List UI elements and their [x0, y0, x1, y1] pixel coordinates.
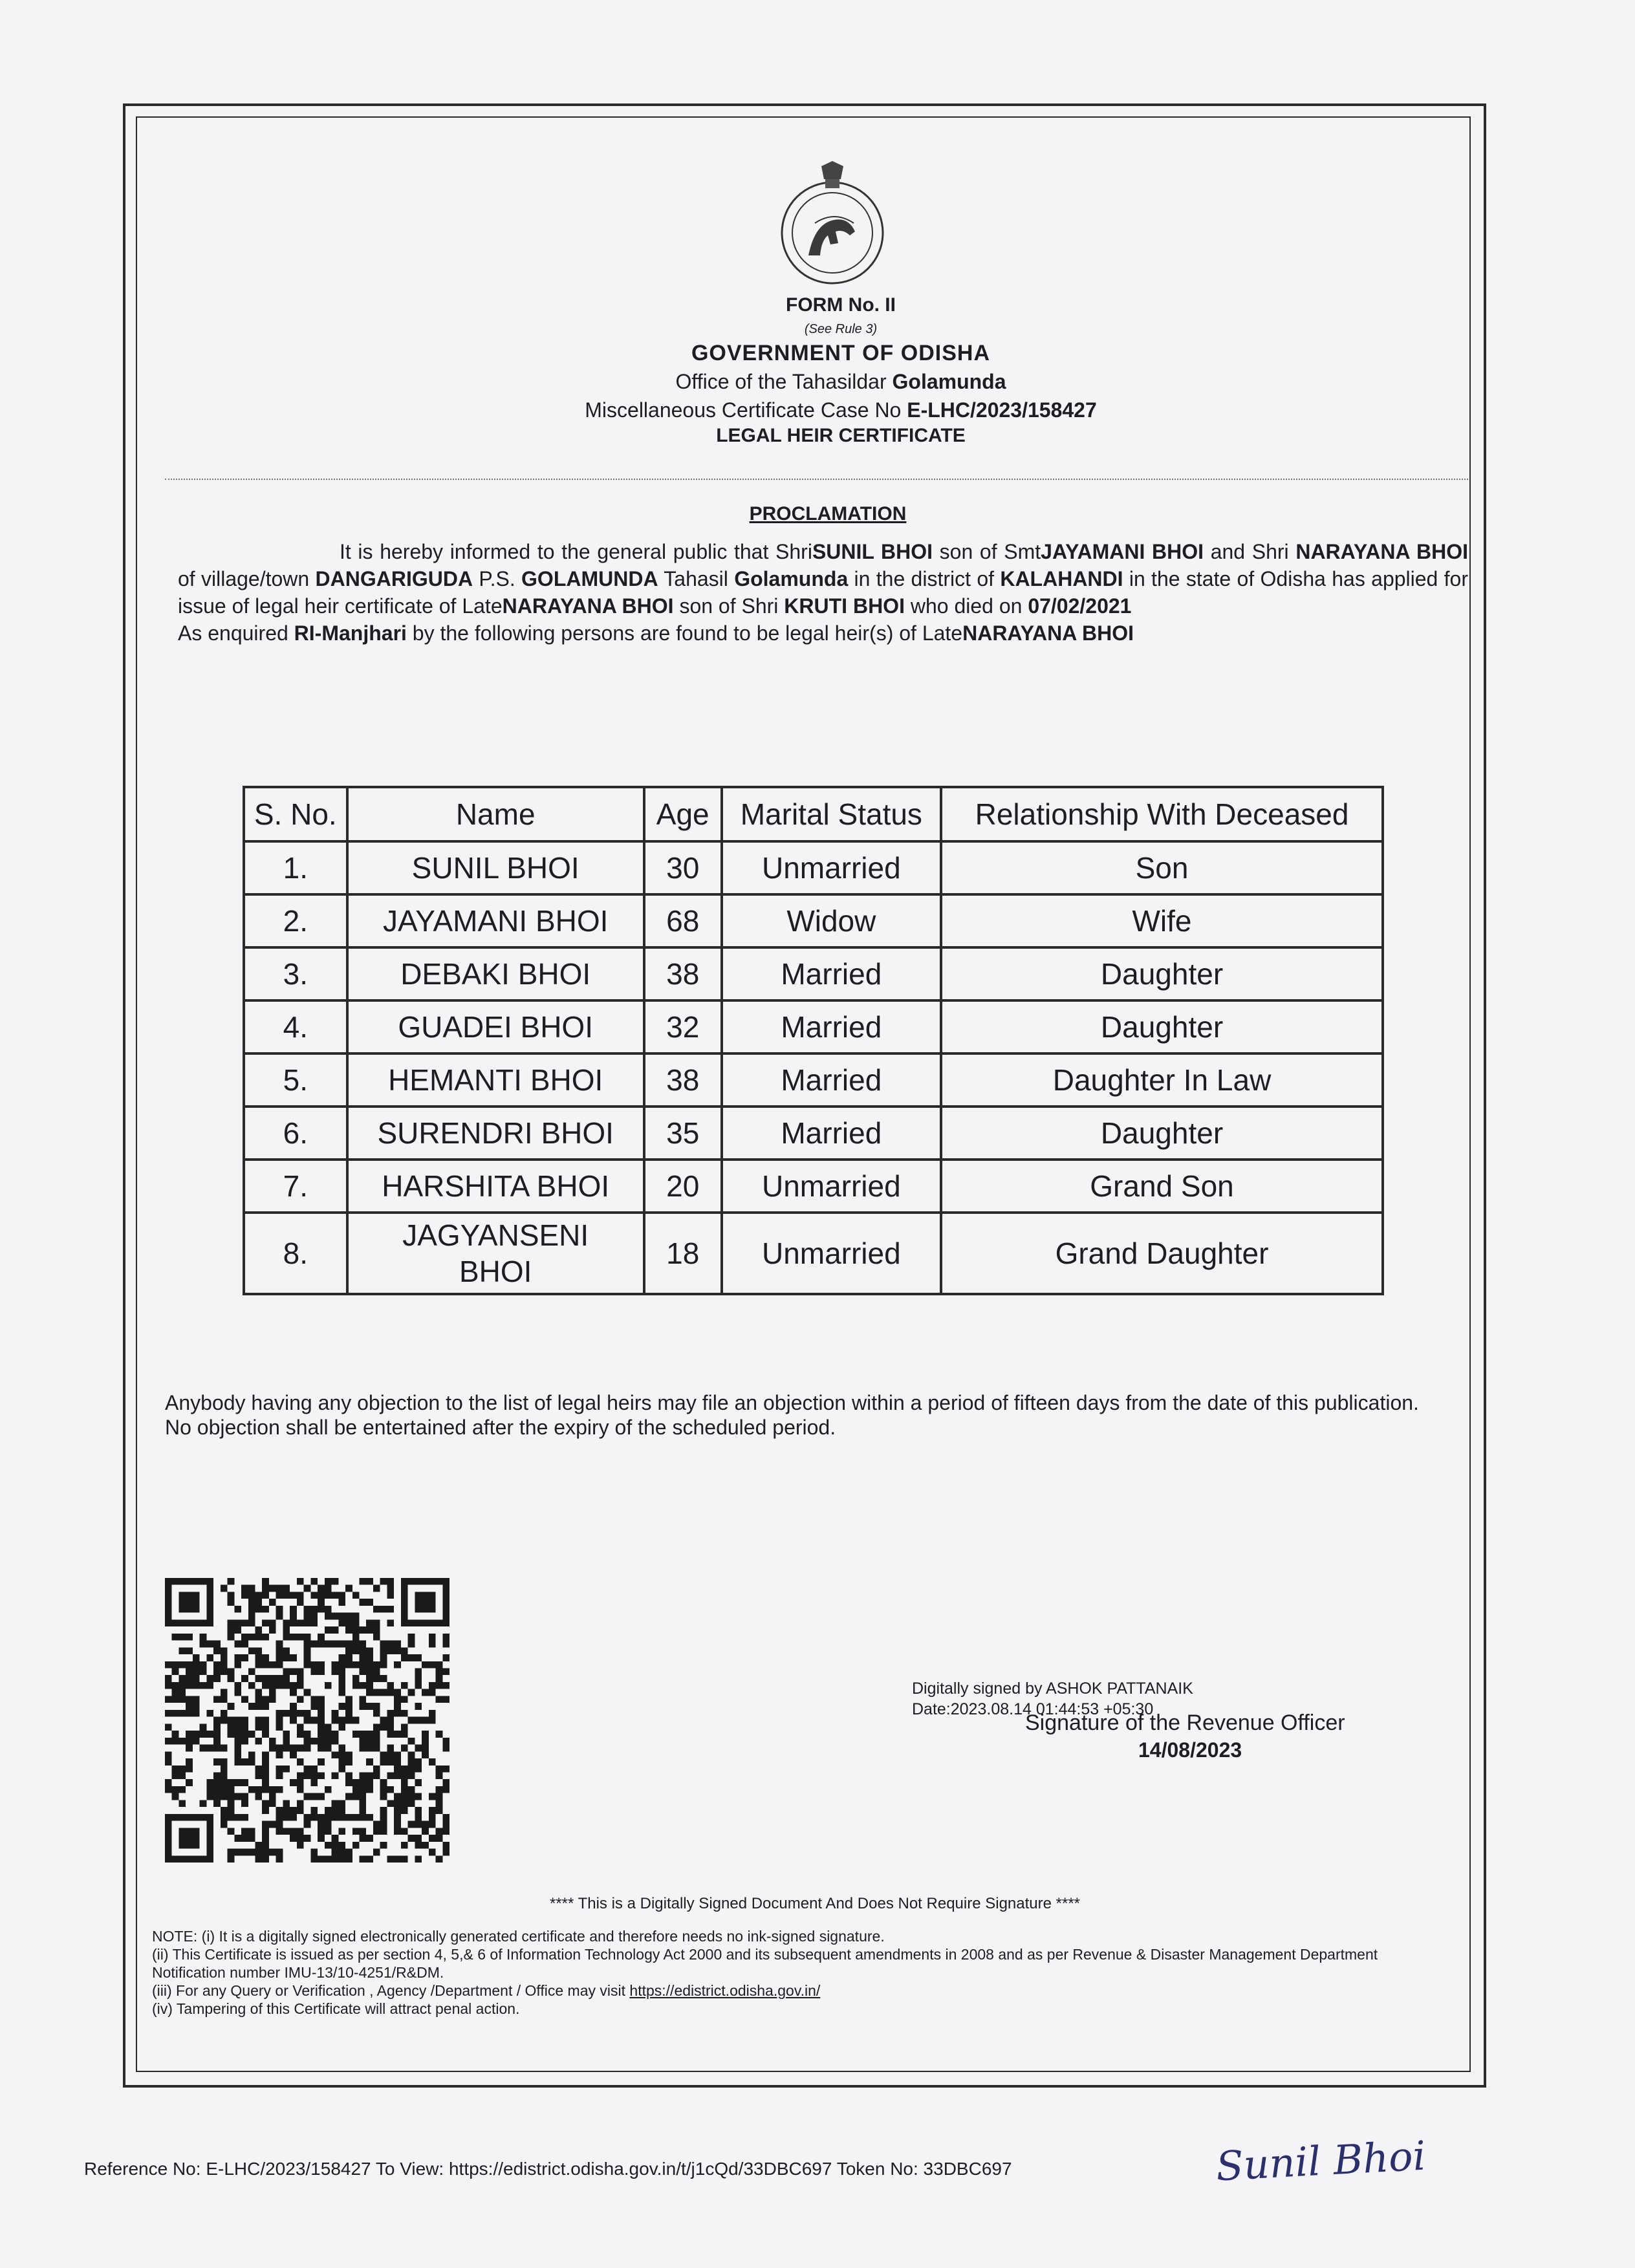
odisha-emblem-icon	[776, 158, 889, 288]
edistrict-link[interactable]: https://edistrict.odisha.gov.in/	[629, 1982, 821, 1999]
cell-name	[347, 1213, 644, 1294]
office-name: Golamunda	[892, 370, 1006, 393]
case-line: Miscellaneous Certificate Case No E-LHC/2023/158427	[585, 398, 1097, 422]
cell-status: Unmarried	[722, 1160, 941, 1213]
table-row	[244, 1000, 1383, 1053]
qr-code-icon[interactable]	[165, 1578, 449, 1863]
cell-relation: Daughter	[941, 947, 1383, 1000]
cell-status: Married	[722, 1000, 941, 1053]
table-row	[244, 1053, 1383, 1107]
cell-relation: Daughter	[941, 1000, 1383, 1053]
note-1: NOTE: (i) It is a digitally signed electronically generated certificate and therefore needs no ink-signed signature.	[152, 1928, 885, 1945]
cell-relation: Daughter	[941, 1107, 1383, 1160]
cell-age: 68	[644, 894, 722, 947]
cell-sno: 4.	[244, 1000, 347, 1053]
objection-line-1: Anybody having any objection to the list of legal heirs may file an objection within a period of fifteen days from the date of this publication.	[165, 1391, 1419, 1414]
cell-sno: 2.	[244, 894, 347, 947]
cell-sno: 7.	[244, 1160, 347, 1213]
cell-relation: Son	[941, 841, 1383, 894]
cell-sno: 3.	[244, 947, 347, 1000]
cell-name: DEBAKI BHOI	[347, 947, 644, 1000]
note-3: (iii) For any Query or Verification , Agency /Department / Office may visit https://edistrict.odisha.gov.in/	[152, 1982, 821, 1999]
cell-relation: Wife	[941, 894, 1383, 947]
cell-status: Widow	[722, 894, 941, 947]
signature-title: Signature of the Revenue Officer	[1025, 1711, 1345, 1735]
header-relationship: Relationship With Deceased	[941, 787, 1383, 841]
cell-status: Married	[722, 1107, 941, 1160]
cell-age: 38	[644, 1053, 722, 1107]
objection-line-2: No objection shall be entertained after the expiry of the scheduled period.	[165, 1416, 836, 1439]
note-4: (iv) Tampering of this Certificate will attract penal action.	[152, 2000, 520, 2017]
cell-status: Unmarried	[722, 841, 941, 894]
cell-status: Married	[722, 947, 941, 1000]
cell-name-line2: BHOI	[459, 1255, 532, 1288]
header-marital-status: Marital Status	[722, 787, 941, 841]
digital-document-note: **** This is a Digitally Signed Document And Does Not Require Signature ****	[550, 1895, 1080, 1912]
cell-sno: 6.	[244, 1107, 347, 1160]
cell-sno: 8.	[244, 1213, 347, 1294]
signature-date-stamp: Date:2023.08.14 01:44:53 +05:30	[912, 1700, 1154, 1718]
cell-age: 18	[644, 1213, 722, 1294]
proclamation-text: It is hereby informed to the general public that ShriSUNIL BHOI son of SmtJAYAMANI BHOI and Shri NARAYANA BHOI of village/town DANGARIGUDA P.S. GOLAMUNDA Tahasil Golamunda in the district of KALAHANDI in the state of Odisha has applied for issue of legal heir certificate of LateNARAYANA BHOI son of Shri KRUTI BHOI who died on 07/02/2021 As enquired RI-Manjhari by the following persons are found to be legal heir(s) of LateNARAYANA BHOI	[178, 540, 1469, 645]
legal-heirs-table	[243, 786, 1384, 1295]
cell-status: Unmarried	[722, 1213, 941, 1294]
cell-relation: Grand Daughter	[941, 1213, 1383, 1294]
proclamation-heading: PROCLAMATION	[749, 503, 907, 524]
cell-sno: 1.	[244, 841, 347, 894]
cell-name: GUADEI BHOI	[347, 1000, 644, 1053]
cell-name: HEMANTI BHOI	[347, 1053, 644, 1107]
header-sno: S. No.	[244, 787, 347, 841]
cell-relation: Daughter In Law	[941, 1053, 1383, 1107]
signature-date: 14/08/2023	[1138, 1738, 1242, 1762]
cell-age: 38	[644, 947, 722, 1000]
objection-notice	[165, 1390, 1458, 1440]
cell-age: 20	[644, 1160, 722, 1213]
table-row	[244, 894, 1383, 947]
cell-status: Married	[722, 1053, 941, 1107]
header-divider	[165, 479, 1468, 480]
notes-block	[152, 1927, 1446, 2018]
case-number: E-LHC/2023/158427	[907, 398, 1097, 422]
form-number: FORM No. II	[786, 294, 896, 316]
cell-sno: 5.	[244, 1053, 347, 1107]
note-2: (ii) This Certificate is issued as per section 4, 5,& 6 of Information Technology Act 2000 and its subsequent amendments in 2008 and as per Revenue & Disaster Management Department Notification number IMU-13/10-4251/R&DM.	[152, 1946, 1378, 1981]
office-line: Office of the Tahasildar Golamunda	[675, 370, 1006, 393]
reference-line: Reference No: E-LHC/2023/158427 To View: https://edistrict.odisha.gov.in/t/j1cQd/33DBC697 Token No: 33DBC697	[84, 2159, 1012, 2179]
cell-age: 30	[644, 841, 722, 894]
cell-name: SURENDRI BHOI	[347, 1107, 644, 1160]
cell-name: HARSHITA BHOI	[347, 1160, 644, 1213]
government-heading: GOVERNMENT OF ODISHA	[691, 341, 991, 365]
table-row	[244, 1213, 1383, 1294]
table-row	[244, 841, 1383, 894]
table-header-row	[244, 787, 1383, 841]
table-row	[244, 1160, 1383, 1213]
cell-name-line1: JAGYANSENI	[402, 1218, 589, 1252]
cell-name: JAYAMANI BHOI	[347, 894, 644, 947]
cell-relation: Grand Son	[941, 1160, 1383, 1213]
digitally-signed-by: Digitally signed by ASHOK PATTANAIK	[912, 1679, 1193, 1698]
cell-age: 35	[644, 1107, 722, 1160]
table-row	[244, 947, 1383, 1000]
table-row	[244, 1107, 1383, 1160]
certificate-title: LEGAL HEIR CERTIFICATE	[716, 425, 966, 446]
cell-age: 32	[644, 1000, 722, 1053]
cell-name: SUNIL BHOI	[347, 841, 644, 894]
handwritten-signature: Sunil Bhoi	[1215, 2132, 1427, 2190]
header-age: Age	[644, 787, 722, 841]
form-rule: (See Rule 3)	[804, 322, 878, 336]
header-name: Name	[347, 787, 644, 841]
